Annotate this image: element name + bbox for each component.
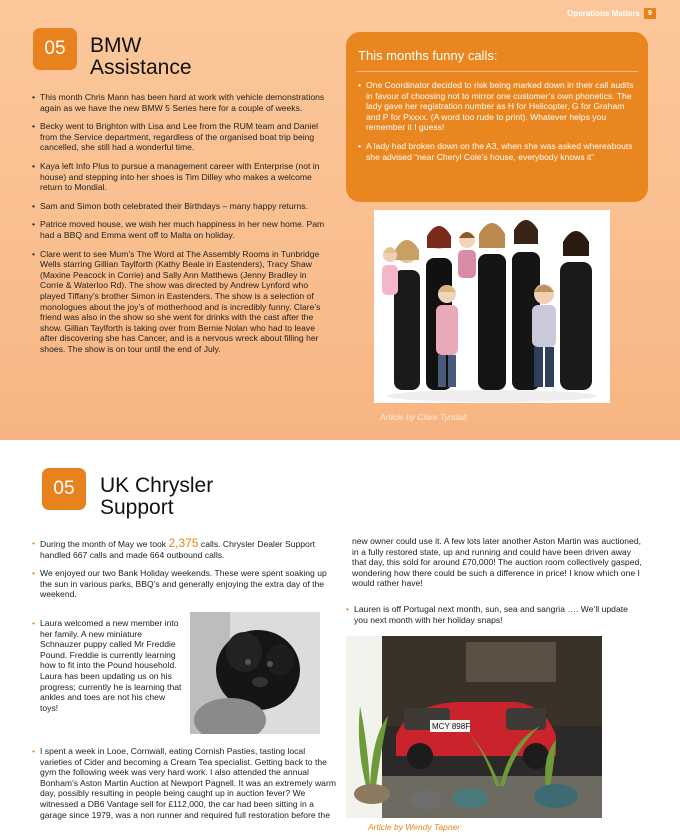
list-item: • Kaya left Info Plus to pursue a management career with Enterprise (not in house) and stepping into her shoes is Tim Dilley who makes a welcome return to Mondial. — [32, 161, 332, 193]
header-label: Operations Matters — [567, 9, 640, 18]
list-item: • One Coordinator decided to risk being marked down in their call audits in favour of choosing not to mirror one customer’s own phonetics. The lady gave her registration number as H for Helicopter, G for Graham and P for Pxxxx. (A word too rude to print). Whatever helps you remember it I guess! — [358, 80, 638, 133]
garage-car-photo — [346, 636, 602, 818]
bmw-title-line2: Assistance — [90, 56, 192, 79]
cast-photo-illustration — [374, 210, 610, 403]
bmw-title-line1: BMW — [90, 34, 142, 57]
chrysler-bullet-list-bottom — [32, 746, 336, 828]
garage-car-illustration — [346, 636, 602, 818]
bmw-title — [90, 35, 192, 79]
page-number-badge: 9 — [644, 8, 656, 19]
chrysler-bullet-list-top — [32, 538, 332, 608]
list-item: • Patrice moved house, we wish her much happiness in her new home. Pam had a BBQ and Emma went off to Malta on holiday. — [32, 219, 332, 240]
list-item: • I spent a week in Looe, Cornwall, eating Cornish Pasties, tasting local varieties of Cider and becoming a Cream Tea specialist. Getting back to the gym the following week was very hard work. I also attended the annual Bonham’s Aston Martin Auction at Newport Pagnell. It was an extremely warm day, possibly resulting in people being caught up in auction fever? We witnessed a DB6 Vantage sell for £112,000, the car had been sitting in a garage since 1979, was a non runner and required full restoration before the — [32, 746, 336, 820]
puppy-photo — [190, 612, 320, 734]
bmw-bullet-list — [32, 92, 332, 362]
list-item: • Sam and Simon both celebrated their Birthdays – many happy returns. — [32, 201, 332, 212]
chrysler-title-line2: Support — [100, 496, 174, 519]
number-plate: MCY 898F — [432, 722, 471, 731]
chrysler-article-credit: Article by Wendy Tapner — [368, 822, 461, 832]
funny-calls-title: This months funny calls: — [358, 48, 498, 63]
bmw-article-credit: Article by Clare Tyndall — [380, 412, 467, 422]
chrysler-bullet-list-right — [346, 604, 642, 633]
bmw-number-badge: 05 — [33, 28, 77, 70]
list-item: • This month Chris Mann has been hard at work with vehicle demonstrations again as we have the new BMW 5 Series here for a couple of weeks. — [32, 92, 332, 113]
list-item: • Lauren is off Portugal next month, sun, sea and sangria …. We’ll update you next month with her holiday snaps! — [346, 604, 642, 625]
calls-text-post: calls. Chrysler Dealer Support handled 667 calls and made 664 outbound calls. — [40, 539, 316, 560]
chrysler-title — [100, 475, 213, 519]
funny-calls-box — [346, 32, 648, 202]
list-item: • Becky went to Brighton with Lisa and Lee from the RUM team and Daniel from the Service department, regardless of the organised boat trip being cancelled, she still had a wonderful time. — [32, 121, 332, 153]
chrysler-title-line1: UK Chrysler — [100, 474, 214, 497]
list-item: • We enjoyed our two Bank Holiday weekends. These were spent soaking up the sun in various parks, BBQ’s and generally enjoying the extra day of the weekend. — [32, 568, 332, 600]
chrysler-bullet-list-laura — [32, 618, 184, 721]
chrysler-number-badge: 05 — [42, 468, 86, 510]
funny-calls-list — [358, 80, 638, 170]
continued-paragraph: new owner could use it. A few lots later another Aston Martin was auctioned, in a fully restored state, up and running and could have been driven away that day, this sold for around £70,000! The auction room collectively gasped, wondering how there could be such a difference in price! I know which one I would rather have! — [352, 536, 642, 589]
puppy-photo-illustration — [190, 612, 320, 734]
cast-photo — [374, 210, 610, 403]
calls-total: 2,375 — [168, 536, 199, 550]
list-item: • A lady had broken down on the A3, when she was asked whereabouts she advised “near Cheryl Cole’s house, everybody knows it” — [358, 141, 638, 162]
list-item: • Clare went to see Mum’s The Word at The Assembly Rooms in Tunbridge Wells starring Gillian Taylforth (Kathy Beale in Eastenders), Tracy Shaw (Maxine Peacock in Corrie) and Sally Ann Matthews (Jenny Bradley in Corrie & Waterloo Rd). The show was directed by Andrew Lynford who played Tiffany’s brother Simon in Eastenders. The show is a selection of monologues about the joy’s of motherhood and is incredibly funny. Clare’s friend was also in the show so she went for drinks with the cast after the show. Gillian Taylforth is taking over from Bernie Nolan who had to leave after discovering she has Cancer, and is a nervous wreck about filling her shoes. The show is on tour until the end of July. — [32, 249, 332, 355]
funny-calls-divider — [356, 71, 638, 72]
list-item: • Laura welcomed a new member into her family. A new miniature Schnauzer puppy called Mr Freddie Pound. Freddie is currently learning how to fit into the Pound household. Laura has been updating us on his progress; currently he is learning that ankles and toes are not his chew toys! — [32, 618, 184, 713]
list-item — [32, 538, 332, 560]
calls-text-pre: During the month of May we took — [40, 539, 169, 549]
